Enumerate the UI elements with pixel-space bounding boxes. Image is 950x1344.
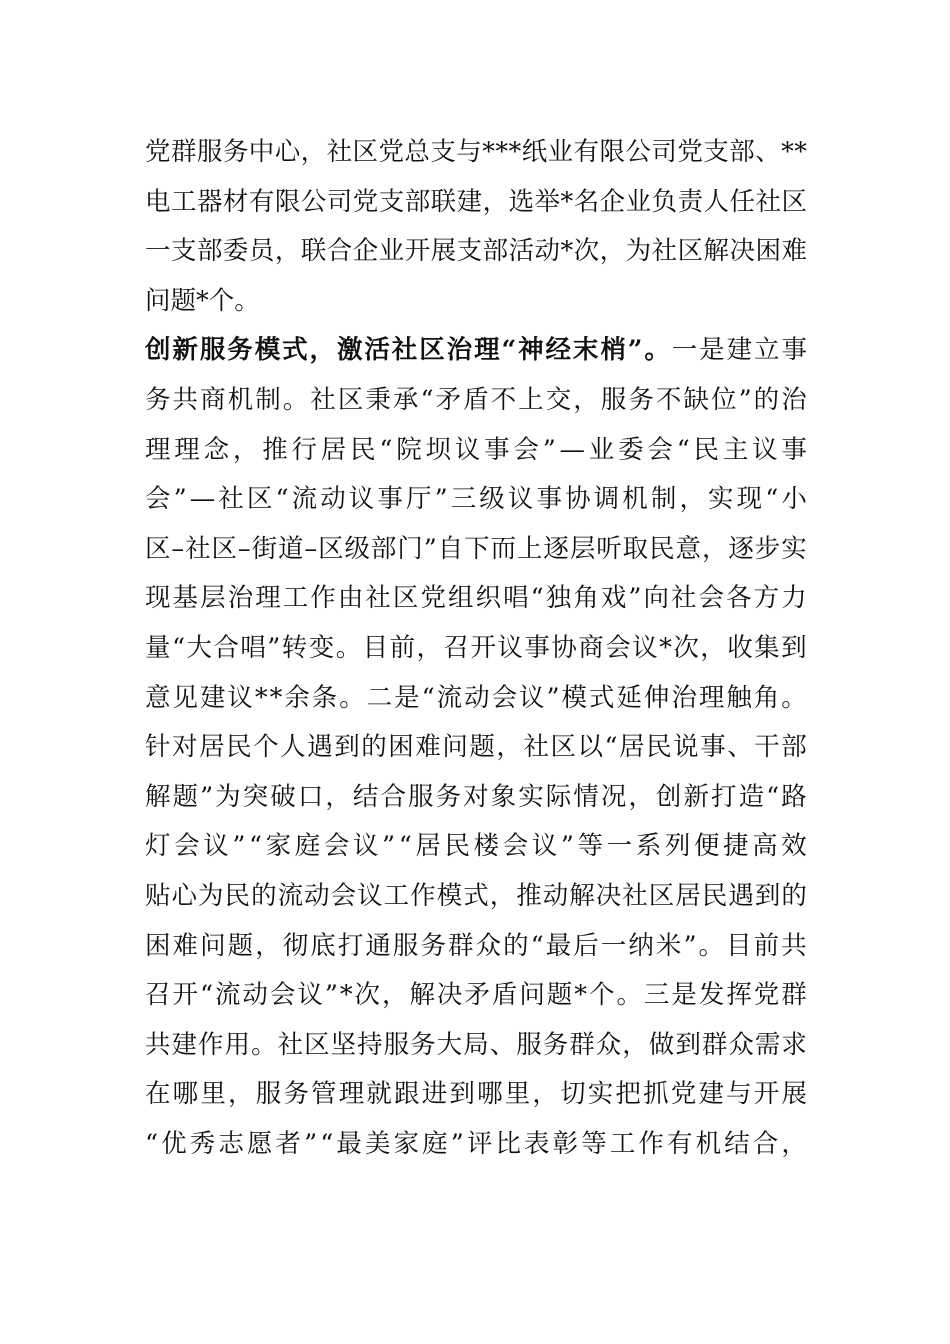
text-line: 问 题 * 个 。: [145, 285, 260, 316]
text-line: 现 基 层 治 理 工 作 由 社 区 党 组 织 唱 “ 独 角 戏 ” 向 社 会 各 方 力: [145, 583, 807, 614]
text-line: 务 共 商 机 制 。 社 区 秉 承 “ 矛 盾 不 上 交 ， 服 务 不 缺 位 ” 的 治: [145, 384, 807, 415]
text-line: 一 支 部 委 员 ， 联 合 企 业 开 展 支 部 活 动 * 次 ， 为 社 区 解 决 困 难: [145, 236, 807, 267]
text-line: 召 开 “ 流 动 会 议 ” * 次 ， 解 决 矛 盾 问 题 * 个 。 三 是 发 挥 党 群: [145, 980, 807, 1011]
text-line: 灯 会 议 ” “ 家 庭 会 议 ” “ 居 民 楼 会 议 ” 等 一 系 列 便 捷 高 效: [145, 831, 807, 862]
body-text: [145, 128, 807, 1169]
text-line: “ 优 秀 志 愿 者 ” “ 最 美 家 庭 ” 评 比 表 彰 等 工 作 有 机 结 合 ，: [145, 1128, 807, 1159]
text-line: 共 建 作 用 。 社 区 坚 持 服 务 大 局 、 服 务 群 众 ， 做 到 群 众 需 求: [145, 1029, 807, 1060]
text-line: 电 工 器 材 有 限 公 司 党 支 部 联 建 ， 选 举 * 名 企 业 负 责 人 任 社 区: [145, 186, 807, 217]
text-line: 贴 心 为 民 的 流 动 会 议 工 作 模 式 ， 推 动 解 决 社 区 居 民 遇 到 的: [145, 880, 807, 911]
text-line: 困 难 问 题 ， 彻 底 打 通 服 务 群 众 的 “ 最 后 一 纳 米 ” 。 目 前 共: [145, 930, 807, 961]
text-line: 量 “ 大 合 唱 ” 转 变 。 目 前 ， 召 开 议 事 协 商 会 议 * 次 ， 收 集 到: [145, 632, 807, 663]
text-line: 理 理 念 ， 推 行 居 民 “ 院 坝 议 事 会 ” — 业 委 会 “ 民 主 议 事: [145, 434, 807, 465]
text-line: 区 – 社 区 – 街 道 – 区 级 部 门 ” 自 下 而 上 逐 层 听 取 民 意 ， 逐 步 实: [145, 533, 807, 564]
text-line: 在 哪 里 ， 服 务 管 理 就 跟 进 到 哪 里 ， 切 实 把 抓 党 建 与 开 展: [145, 1079, 807, 1110]
text-line: 党 群 服 务 中 心 ， 社 区 党 总 支 与 * * * 纸 业 有 限 公 司 党 支 部 、 * *: [145, 137, 807, 167]
text-line: 会 ” — 社 区 “ 流 动 议 事 厅 ” 三 级 议 事 协 调 机 制 ， 实 现 “ 小: [145, 484, 807, 515]
text-line: 意 见 建 议 * * 余 条 。 二 是 “ 流 动 会 议 ” 模 式 延 伸 治 理 触 角 。: [145, 682, 807, 713]
text-line: 创 新 服 务 模 式 ， 激 活 社 区 治 理 “ 神 经 末 梢 ” 。 一 是 建 立 事: [145, 335, 807, 366]
text-line: 解 题 ” 为 突 破 口 ， 结 合 服 务 对 象 实 际 情 况 ， 创 新 打 造 “ 路: [145, 781, 807, 812]
text-line: 针 对 居 民 个 人 遇 到 的 困 难 问 题 ， 社 区 以 “ 居 民 说 事 、 干 部: [145, 732, 807, 763]
